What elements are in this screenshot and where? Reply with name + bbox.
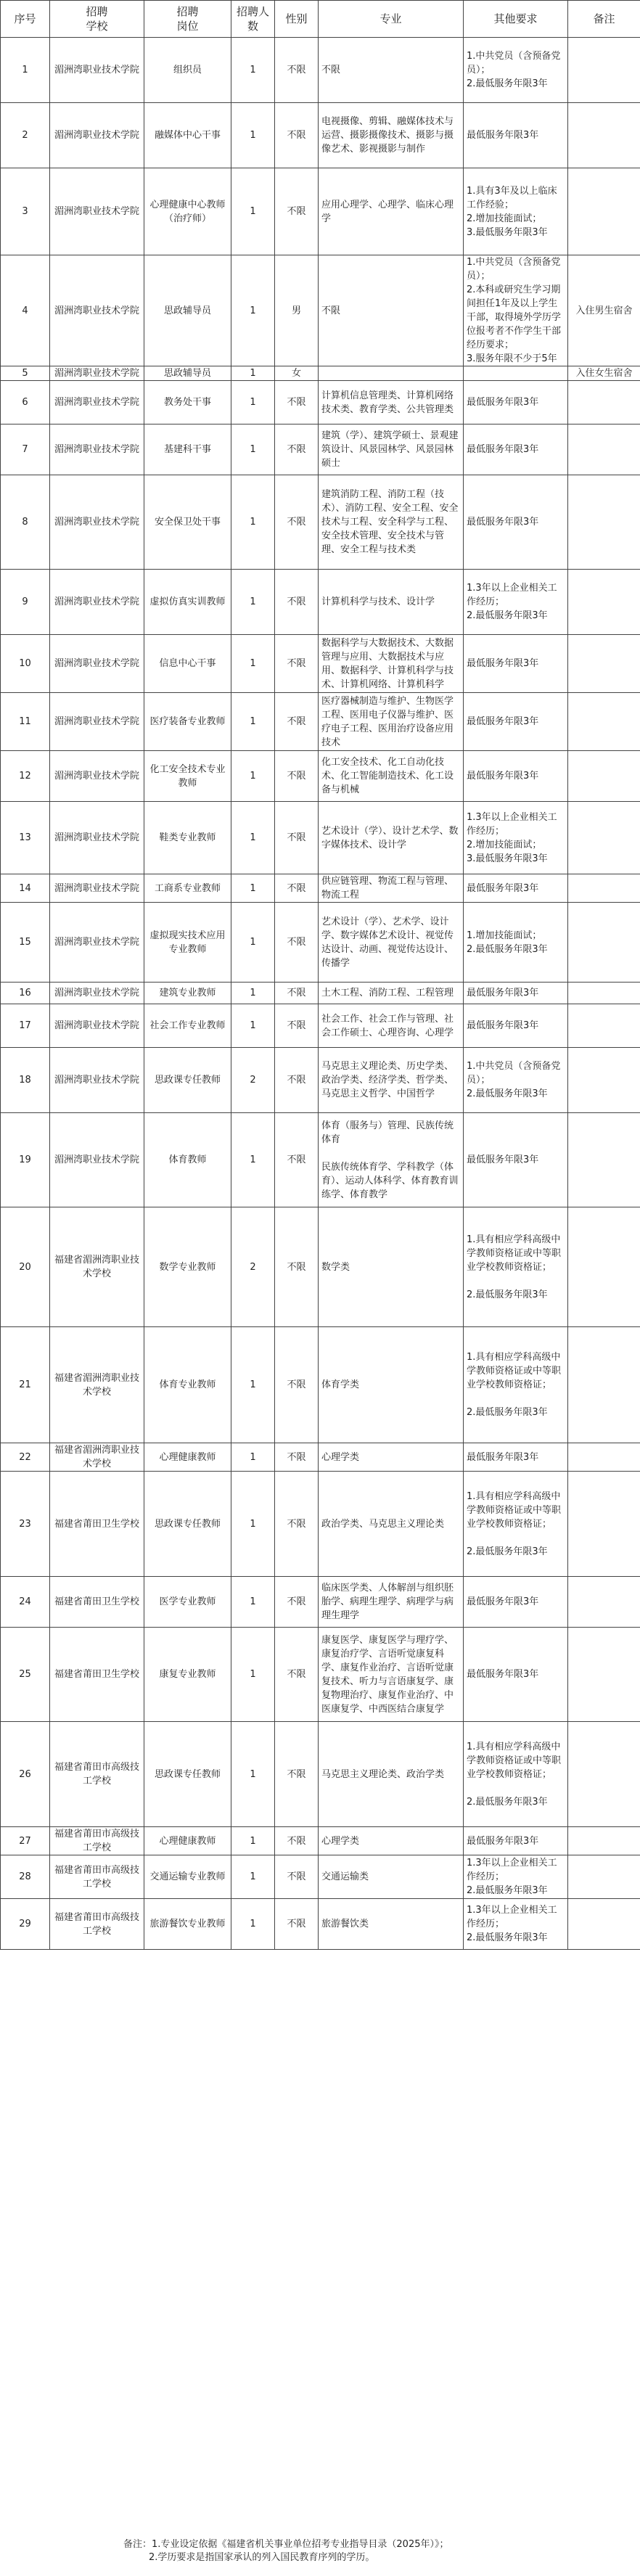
cell-seq: 18 (1, 1048, 50, 1113)
cell-remark (568, 1004, 640, 1048)
cell-major: 土木工程、消防工程、工程管理 (319, 983, 464, 1004)
cell-gender: 不限 (275, 1113, 319, 1207)
cell-school: 湄洲湾职业技术学院 (50, 475, 144, 570)
cell-seq: 8 (1, 475, 50, 570)
cell-gender: 不限 (275, 874, 319, 903)
cell-gender: 不限 (275, 802, 319, 874)
cell-gender: 不限 (275, 103, 319, 168)
cell-position: 组织员 (144, 38, 231, 103)
cell-position: 虚拟仿真实训教师 (144, 570, 231, 635)
cell-seq: 21 (1, 1327, 50, 1443)
table-row (1, 693, 640, 751)
cell-seq: 13 (1, 802, 50, 874)
cell-other: 最低服务年限3年 (464, 1577, 568, 1628)
cell-position: 工商系专业教师 (144, 874, 231, 903)
cell-gender: 不限 (275, 751, 319, 802)
table-row (1, 570, 640, 635)
cell-other: 最低服务年限3年 (464, 1113, 568, 1207)
cell-other: 1.具有相应学科高级中学教师资格证或中等职业学校教师资格证； 2.最低服务年限3年 (464, 1327, 568, 1443)
cell-position: 思政辅导员 (144, 255, 231, 366)
cell-gender: 不限 (275, 983, 319, 1004)
cell-seq: 14 (1, 874, 50, 903)
cell-major: 数据科学与大数据技术、大数据管理与应用、大数据技术与应用、数据科学、计算机科学与技术、计算机网络、计算机科学 (319, 635, 464, 693)
cell-count: 1 (231, 1827, 275, 1855)
cell-remark (568, 1048, 640, 1113)
header-gender: 性别 (275, 1, 319, 38)
header-remark: 备注 (568, 1, 640, 38)
cell-position: 旅游餐饮专业教师 (144, 1899, 231, 1950)
cell-position: 建筑专业教师 (144, 983, 231, 1004)
header-position: 招聘 岗位 (144, 1, 231, 38)
cell-position: 思政课专任教师 (144, 1048, 231, 1113)
cell-gender: 不限 (275, 168, 319, 255)
cell-school: 湄洲湾职业技术学院 (50, 983, 144, 1004)
cell-seq: 22 (1, 1443, 50, 1472)
cell-position: 化工安全技术专业教师 (144, 751, 231, 802)
table-row (1, 1327, 640, 1443)
cell-remark (568, 38, 640, 103)
cell-count: 1 (231, 635, 275, 693)
cell-count: 1 (231, 751, 275, 802)
cell-count: 1 (231, 475, 275, 570)
cell-position: 交通运输专业教师 (144, 1855, 231, 1899)
cell-count: 1 (231, 1327, 275, 1443)
cell-other: 1.3年以上企业相关工作经历； 2.增加技能面试； 3.最低服务年限3年 (464, 802, 568, 874)
cell-gender: 不限 (275, 635, 319, 693)
cell-other: 最低服务年限3年 (464, 635, 568, 693)
cell-remark (568, 475, 640, 570)
cell-major: 建筑（学）、建筑学硕士、景观建筑设计、风景园林学、风景园林硕士 (319, 424, 464, 475)
cell-position: 虚拟现实技术应用专业教师 (144, 903, 231, 983)
footnote-line-1: 备注：1.专业设定依据《福建省机关事业单位招考专业指导目录（2025年）》； (123, 2539, 449, 2550)
cell-seq: 15 (1, 903, 50, 983)
table-row (1, 38, 640, 103)
cell-school: 湄洲湾职业技术学院 (50, 255, 144, 366)
cell-gender: 不限 (275, 381, 319, 424)
cell-school: 湄洲湾职业技术学院 (50, 1113, 144, 1207)
cell-major: 旅游餐饮类 (319, 1899, 464, 1950)
cell-position: 鞋类专业教师 (144, 802, 231, 874)
cell-seq: 29 (1, 1899, 50, 1950)
cell-major: 医疗器械制造与维护、生物医学工程、医用电子仪器与维护、医疗电子工程、医用治疗设备应用技术 (319, 693, 464, 751)
cell-other: 最低服务年限3年 (464, 983, 568, 1004)
cell-remark (568, 751, 640, 802)
cell-seq: 23 (1, 1472, 50, 1577)
cell-seq: 3 (1, 168, 50, 255)
cell-school: 湄洲湾职业技术学院 (50, 635, 144, 693)
cell-gender: 不限 (275, 1722, 319, 1827)
cell-seq: 27 (1, 1827, 50, 1855)
cell-position: 安全保卫处干事 (144, 475, 231, 570)
cell-other: 1.3年以上企业相关工作经历； 2.最低服务年限3年 (464, 1855, 568, 1899)
cell-remark (568, 903, 640, 983)
cell-remark (568, 1577, 640, 1628)
cell-remark (568, 1628, 640, 1722)
cell-school: 湄洲湾职业技术学院 (50, 693, 144, 751)
cell-remark (568, 1327, 640, 1443)
table-row (1, 874, 640, 903)
cell-school: 湄洲湾职业技术学院 (50, 903, 144, 983)
cell-count: 2 (231, 1048, 275, 1113)
cell-position: 数学专业教师 (144, 1207, 231, 1327)
cell-major: 计算机科学与技术、设计学 (319, 570, 464, 635)
cell-count: 1 (231, 366, 275, 381)
cell-other: 最低服务年限3年 (464, 1827, 568, 1855)
cell-remark (568, 874, 640, 903)
cell-remark (568, 1899, 640, 1950)
cell-count: 1 (231, 168, 275, 255)
cell-school: 湄洲湾职业技术学院 (50, 1048, 144, 1113)
cell-other: 1.3年以上企业相关工作经历； 2.最低服务年限3年 (464, 570, 568, 635)
cell-other: 最低服务年限3年 (464, 693, 568, 751)
cell-major: 艺术设计（学）、设计艺术学、数字媒体技术、设计学 (319, 802, 464, 874)
cell-school: 湄洲湾职业技术学院 (50, 366, 144, 381)
header-other: 其他要求 (464, 1, 568, 38)
cell-major: 电视摄像、剪辑、融媒体技术与运营、摄影摄像技术、摄影与摄像艺术、影视摄影与制作 (319, 103, 464, 168)
cell-school: 福建省莆田卫生学校 (50, 1628, 144, 1722)
cell-position: 体育教师 (144, 1113, 231, 1207)
cell-major: 不限 (319, 255, 464, 366)
cell-gender: 不限 (275, 1899, 319, 1950)
cell-other: 1.具有相应学科高级中学教师资格证或中等职业学校教师资格证； 2.最低服务年限3年 (464, 1472, 568, 1577)
cell-major: 数学类 (319, 1207, 464, 1327)
header-seq: 序号 (1, 1, 50, 38)
table-row (1, 983, 640, 1004)
cell-other: 1.增加技能面试； 2.最低服务年限3年 (464, 903, 568, 983)
cell-seq: 9 (1, 570, 50, 635)
cell-position: 康复专业教师 (144, 1628, 231, 1722)
table-row (1, 635, 640, 693)
cell-remark (568, 1827, 640, 1855)
cell-major: 应用心理学、心理学、临床心理学 (319, 168, 464, 255)
cell-other: 1.中共党员（含预备党员）； 2.最低服务年限3年 (464, 1048, 568, 1113)
cell-gender: 女 (275, 366, 319, 381)
table-row (1, 103, 640, 168)
cell-gender: 不限 (275, 1472, 319, 1577)
cell-school: 湄洲湾职业技术学院 (50, 38, 144, 103)
cell-gender: 不限 (275, 693, 319, 751)
table-row (1, 1443, 640, 1472)
cell-school: 福建省莆田卫生学校 (50, 1472, 144, 1577)
cell-gender: 不限 (275, 475, 319, 570)
cell-seq: 28 (1, 1855, 50, 1899)
cell-position: 心理健康教师 (144, 1443, 231, 1472)
cell-major: 化工安全技术、化工自动化技术、化工智能制造技术、化工设备与机械 (319, 751, 464, 802)
cell-position: 心理健康中心教师（治疗师） (144, 168, 231, 255)
cell-gender: 不限 (275, 1207, 319, 1327)
cell-major: 康复医学、康复医学与理疗学、康复治疗学、言语听觉康复科学、康复作业治疗、言语听觉康复技术、听力与言语康复学、康复物理治疗、康复作业治疗、中医康复学、中西医结合康复学 (319, 1628, 464, 1722)
cell-gender: 不限 (275, 38, 319, 103)
cell-count: 1 (231, 1899, 275, 1950)
cell-other: 1.3年以上企业相关工作经历； 2.最低服务年限3年 (464, 1899, 568, 1950)
table-row (1, 1855, 640, 1899)
table-row (1, 424, 640, 475)
table-row (1, 802, 640, 874)
cell-gender: 不限 (275, 1628, 319, 1722)
cell-gender: 男 (275, 255, 319, 366)
cell-other: 1.中共党员（含预备党员）； 2.本科或研究生学习期间担任1年及以上学生干部，取得境外学历学位报考者不作学生干部经历要求； 3.服务年限不少于5年 (464, 255, 568, 366)
cell-gender: 不限 (275, 424, 319, 475)
cell-seq: 1 (1, 38, 50, 103)
cell-remark (568, 381, 640, 424)
cell-count: 1 (231, 693, 275, 751)
header-major: 专业 (319, 1, 464, 38)
cell-gender: 不限 (275, 1443, 319, 1472)
cell-major (319, 366, 464, 381)
cell-seq: 4 (1, 255, 50, 366)
cell-remark (568, 1443, 640, 1472)
cell-other: 最低服务年限3年 (464, 1628, 568, 1722)
table-header-row (1, 1, 640, 38)
table-row (1, 1628, 640, 1722)
cell-seq: 17 (1, 1004, 50, 1048)
cell-count: 1 (231, 1443, 275, 1472)
cell-remark (568, 983, 640, 1004)
cell-count: 1 (231, 1472, 275, 1577)
cell-seq: 12 (1, 751, 50, 802)
cell-other: 1.中共党员（含预备党员）； 2.最低服务年限3年 (464, 38, 568, 103)
cell-seq: 5 (1, 366, 50, 381)
cell-count: 1 (231, 903, 275, 983)
cell-school: 湄洲湾职业技术学院 (50, 103, 144, 168)
cell-school: 湄洲湾职业技术学院 (50, 874, 144, 903)
cell-count: 1 (231, 570, 275, 635)
cell-count: 1 (231, 983, 275, 1004)
cell-position: 思政课专任教师 (144, 1472, 231, 1577)
cell-seq: 20 (1, 1207, 50, 1327)
cell-seq: 19 (1, 1113, 50, 1207)
cell-position: 信息中心干事 (144, 635, 231, 693)
cell-seq: 26 (1, 1722, 50, 1827)
cell-count: 1 (231, 381, 275, 424)
cell-school: 湄洲湾职业技术学院 (50, 424, 144, 475)
table-row (1, 1207, 640, 1327)
cell-remark (568, 693, 640, 751)
cell-major: 政治学类、马克思主义理论类 (319, 1472, 464, 1577)
cell-count: 1 (231, 424, 275, 475)
cell-seq: 6 (1, 381, 50, 424)
cell-position: 医学专业教师 (144, 1577, 231, 1628)
cell-major: 心理学类 (319, 1443, 464, 1472)
cell-remark (568, 1472, 640, 1577)
cell-major: 计算机信息管理类、计算机网络技术类、教育学类、公共管理类 (319, 381, 464, 424)
cell-count: 1 (231, 802, 275, 874)
table-body (1, 38, 640, 1950)
cell-gender: 不限 (275, 1004, 319, 1048)
cell-remark (568, 424, 640, 475)
table-row (1, 751, 640, 802)
header-count: 招聘人 数 (231, 1, 275, 38)
cell-seq: 24 (1, 1577, 50, 1628)
cell-seq: 7 (1, 424, 50, 475)
cell-other: 最低服务年限3年 (464, 381, 568, 424)
cell-other: 最低服务年限3年 (464, 874, 568, 903)
cell-position: 社会工作专业教师 (144, 1004, 231, 1048)
cell-major: 交通运输类 (319, 1855, 464, 1899)
table-row (1, 1004, 640, 1048)
table-row (1, 255, 640, 366)
cell-other: 1.具有相应学科高级中学教师资格证或中等职业学校教师资格证； 2.最低服务年限3年 (464, 1207, 568, 1327)
cell-position: 思政课专任教师 (144, 1722, 231, 1827)
cell-count: 1 (231, 255, 275, 366)
cell-major: 体育（服务与）管理、民族传统体育 民族传统体育学、学科教学（体育）、运动人体科学、体育教育训练学、体育教学 (319, 1113, 464, 1207)
footnote (0, 2538, 640, 2564)
table-row (1, 1472, 640, 1577)
cell-gender: 不限 (275, 903, 319, 983)
table-row (1, 1899, 640, 1950)
cell-remark (568, 570, 640, 635)
cell-major: 马克思主义理论类、历史学类、政治学类、经济学类、哲学类、马克思主义哲学、中国哲学 (319, 1048, 464, 1113)
cell-major: 不限 (319, 38, 464, 103)
table-row (1, 475, 640, 570)
cell-count: 1 (231, 103, 275, 168)
cell-count: 1 (231, 1628, 275, 1722)
cell-school: 湄洲湾职业技术学院 (50, 802, 144, 874)
cell-major: 马克思主义理论类、政治学类 (319, 1722, 464, 1827)
cell-school: 福建省莆田市高级技工学校 (50, 1722, 144, 1827)
cell-school: 福建省湄洲湾职业技术学校 (50, 1327, 144, 1443)
cell-seq: 25 (1, 1628, 50, 1722)
cell-remark (568, 1855, 640, 1899)
cell-gender: 不限 (275, 1855, 319, 1899)
cell-school: 湄洲湾职业技术学院 (50, 751, 144, 802)
cell-count: 2 (231, 1207, 275, 1327)
cell-position: 医疗装备专业教师 (144, 693, 231, 751)
cell-other: 最低服务年限3年 (464, 1443, 568, 1472)
footnote-line-2: 2.学历要求是指国家承认的列入国民教育序列的学历。 (149, 2552, 375, 2563)
table-row (1, 1577, 640, 1628)
cell-remark (568, 1113, 640, 1207)
cell-position: 体育专业教师 (144, 1327, 231, 1443)
cell-remark (568, 103, 640, 168)
cell-seq: 16 (1, 983, 50, 1004)
header-school: 招聘 学校 (50, 1, 144, 38)
cell-gender: 不限 (275, 1048, 319, 1113)
cell-seq: 2 (1, 103, 50, 168)
cell-major: 社会工作、社会工作与管理、社会工作硕士、心理咨询、心理学 (319, 1004, 464, 1048)
cell-major: 建筑消防工程、消防工程（技术）、消防工程、安全工程、安全技术与工程、安全科学与工程、安全技术管理、安全技术与管理、安全工程与技术类 (319, 475, 464, 570)
cell-school: 福建省莆田市高级技工学校 (50, 1899, 144, 1950)
cell-remark: 入住女生宿舍 (568, 366, 640, 381)
cell-remark (568, 1207, 640, 1327)
cell-other: 1.具有3年及以上临床工作经验； 2.增加技能面试； 3.最低服务年限3年 (464, 168, 568, 255)
cell-school: 湄洲湾职业技术学院 (50, 168, 144, 255)
cell-count: 1 (231, 1722, 275, 1827)
table-row (1, 1722, 640, 1827)
cell-count: 1 (231, 1113, 275, 1207)
cell-remark (568, 635, 640, 693)
cell-count: 1 (231, 1577, 275, 1628)
cell-school: 福建省湄洲湾职业技术学校 (50, 1207, 144, 1327)
cell-remark (568, 802, 640, 874)
cell-school: 福建省莆田卫生学校 (50, 1577, 144, 1628)
cell-other: 最低服务年限3年 (464, 103, 568, 168)
cell-position: 思政辅导员 (144, 366, 231, 381)
cell-other (464, 366, 568, 381)
cell-school: 湄洲湾职业技术学院 (50, 381, 144, 424)
cell-other: 最低服务年限3年 (464, 424, 568, 475)
cell-position: 基建科干事 (144, 424, 231, 475)
cell-other: 最低服务年限3年 (464, 1004, 568, 1048)
table-row (1, 1048, 640, 1113)
cell-other: 最低服务年限3年 (464, 475, 568, 570)
cell-position: 教务处干事 (144, 381, 231, 424)
cell-count: 1 (231, 1004, 275, 1048)
cell-position: 融媒体中心干事 (144, 103, 231, 168)
cell-remark (568, 168, 640, 255)
cell-seq: 11 (1, 693, 50, 751)
cell-count: 1 (231, 1855, 275, 1899)
table-row (1, 168, 640, 255)
cell-gender: 不限 (275, 1827, 319, 1855)
cell-major: 供应链管理、物流工程与管理、物流工程 (319, 874, 464, 903)
cell-major: 心理学类 (319, 1827, 464, 1855)
cell-gender: 不限 (275, 570, 319, 635)
cell-position: 心理健康教师 (144, 1827, 231, 1855)
cell-school: 湄洲湾职业技术学院 (50, 570, 144, 635)
cell-seq: 10 (1, 635, 50, 693)
cell-other: 最低服务年限3年 (464, 751, 568, 802)
cell-remark (568, 1722, 640, 1827)
cell-school: 福建省莆田市高级技工学校 (50, 1827, 144, 1855)
cell-school: 福建省莆田市高级技工学校 (50, 1855, 144, 1899)
cell-remark: 入住男生宿舍 (568, 255, 640, 366)
cell-school: 福建省湄洲湾职业技术学校 (50, 1443, 144, 1472)
cell-major: 艺术设计（学）、艺术学、设计学、数字媒体艺术设计、视觉传达设计、动画、视觉传达设计、传播学 (319, 903, 464, 983)
cell-gender: 不限 (275, 1577, 319, 1628)
table-row (1, 903, 640, 983)
table-row (1, 381, 640, 424)
cell-count: 1 (231, 874, 275, 903)
cell-major: 临床医学类、人体解剖与组织胚胎学、病理生理学、病理学与病理生理学 (319, 1577, 464, 1628)
cell-gender: 不限 (275, 1327, 319, 1443)
cell-major: 体育学类 (319, 1327, 464, 1443)
cell-count: 1 (231, 38, 275, 103)
table-row (1, 1827, 640, 1855)
table-row (1, 366, 640, 381)
cell-other: 1.具有相应学科高级中学教师资格证或中等职业学校教师资格证； 2.最低服务年限3年 (464, 1722, 568, 1827)
cell-school: 湄洲湾职业技术学院 (50, 1004, 144, 1048)
table-row (1, 1113, 640, 1207)
